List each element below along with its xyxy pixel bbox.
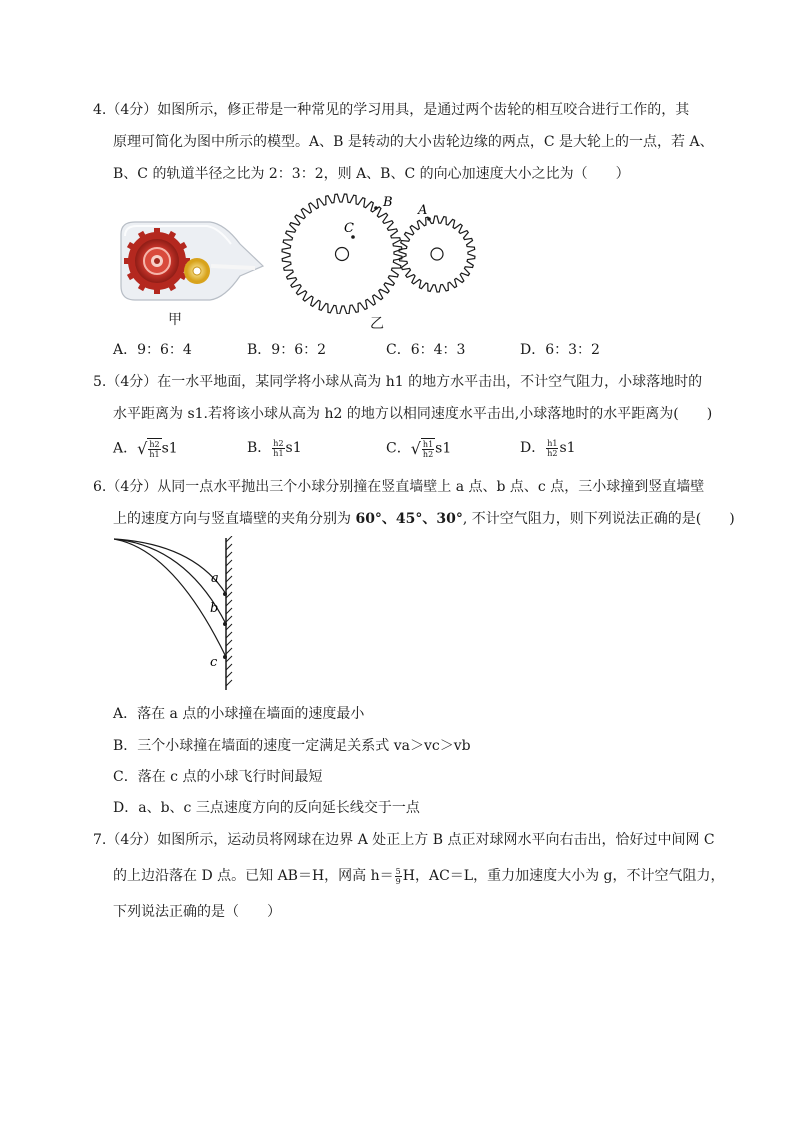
label-point-b: b [210, 601, 219, 616]
trajectory-c [114, 539, 226, 657]
q7-line-3: 下列说法正确的是（ ） [113, 904, 281, 920]
label-c: C [344, 221, 354, 236]
q6-option-a: A．落在 a 点的小球撞在墙面的速度最小 [113, 706, 365, 722]
q6-option-d: D．a、b、c 三点速度方向的反向延长线交于一点 [113, 800, 420, 816]
correction-tape-figure [115, 214, 265, 306]
label-point-c: c [210, 655, 218, 670]
q5-option-b: B． $\frac{h2}{h1}$ s1 [247, 438, 302, 458]
q7-line-2: 的上边沿落在 D 点。已知 AB＝H，网高 h＝ $\frac{5}{9}$ H，AC＝L，重力加速度大小为 g，不计空气阻力， [113, 866, 725, 886]
q5-line-2: 水平距离为 s1.若将该小球从高为 h2 的地方以相同速度水平击出,小球落地时的水平距离为( ) [113, 406, 713, 422]
q4-option-b: B．9：6：2 [247, 342, 327, 358]
q4-line-2: 原理可简化为图中所示的模型。A、B 是转动的大小齿轮边缘的两点，C 是大轮上的一点，若 A、 [113, 134, 714, 150]
q5-option-a: A． √ $\frac{h2}{h1}$ s1 [113, 438, 178, 459]
q4-option-a: A．9：6：4 [113, 342, 192, 358]
trajectory-a [114, 539, 226, 594]
label-b: B [383, 195, 393, 210]
q6-line-1: 6.（4分）从同一点水平抛出三个小球分别撞在竖直墙壁上 a 点、b 点、c 点，三小球撞到竖直墙壁 [93, 479, 705, 495]
q4-option-d: D．6：3：2 [520, 342, 600, 358]
label-a: A [418, 203, 428, 218]
q5-option-d: D． $\frac{h1}{h2}$ s1 [520, 438, 576, 458]
q7-line-1: 7.（4分）如图所示，运动员将网球在边界 A 处正上方 B 点正对球网水平向右击出，恰好过中间网 C [93, 832, 715, 848]
gear-model-figure [280, 192, 480, 314]
big-gear-outline [282, 194, 402, 314]
q5-line-1: 5.（4分）在一水平地面，某同学将小球从高为 h1 的地方水平击出，不计空气阻力，小球落地时的 [93, 374, 703, 390]
point-a-dot [427, 217, 431, 221]
projectile-wall-figure [114, 536, 240, 692]
figure-jia-caption: 甲 [168, 312, 182, 328]
q4-line-1: 4.（4分）如图所示，修正带是一种常见的学习用具，是通过两个齿轮的相互咬合进行工作的，其 [93, 102, 690, 118]
label-point-a: a [211, 571, 219, 586]
small-gear-outline [399, 216, 475, 292]
q6-option-b: B．三个小球撞在墙面的速度一定满足关系式 va＞vc＞vb [113, 738, 471, 754]
figure-yi-caption: 乙 [370, 316, 384, 332]
point-b-dot [374, 206, 378, 210]
q6-line-2: 上的速度方向与竖直墙壁的夹角分别为 60°、45°、30°, 不计空气阻力，则下列说法正确的是( ) [113, 511, 735, 527]
q4-option-c: C．6：4：3 [386, 342, 466, 358]
q6-option-c: C．落在 c 点的小球飞行时间最短 [113, 769, 323, 785]
q5-option-c: C． √ $\frac{h1}{h2}$ s1 [386, 438, 452, 459]
q4-line-3: B、C 的轨道半径之比为 2：3：2，则 A、B、C 的向心加速度大小之比为（ ） [113, 166, 630, 182]
